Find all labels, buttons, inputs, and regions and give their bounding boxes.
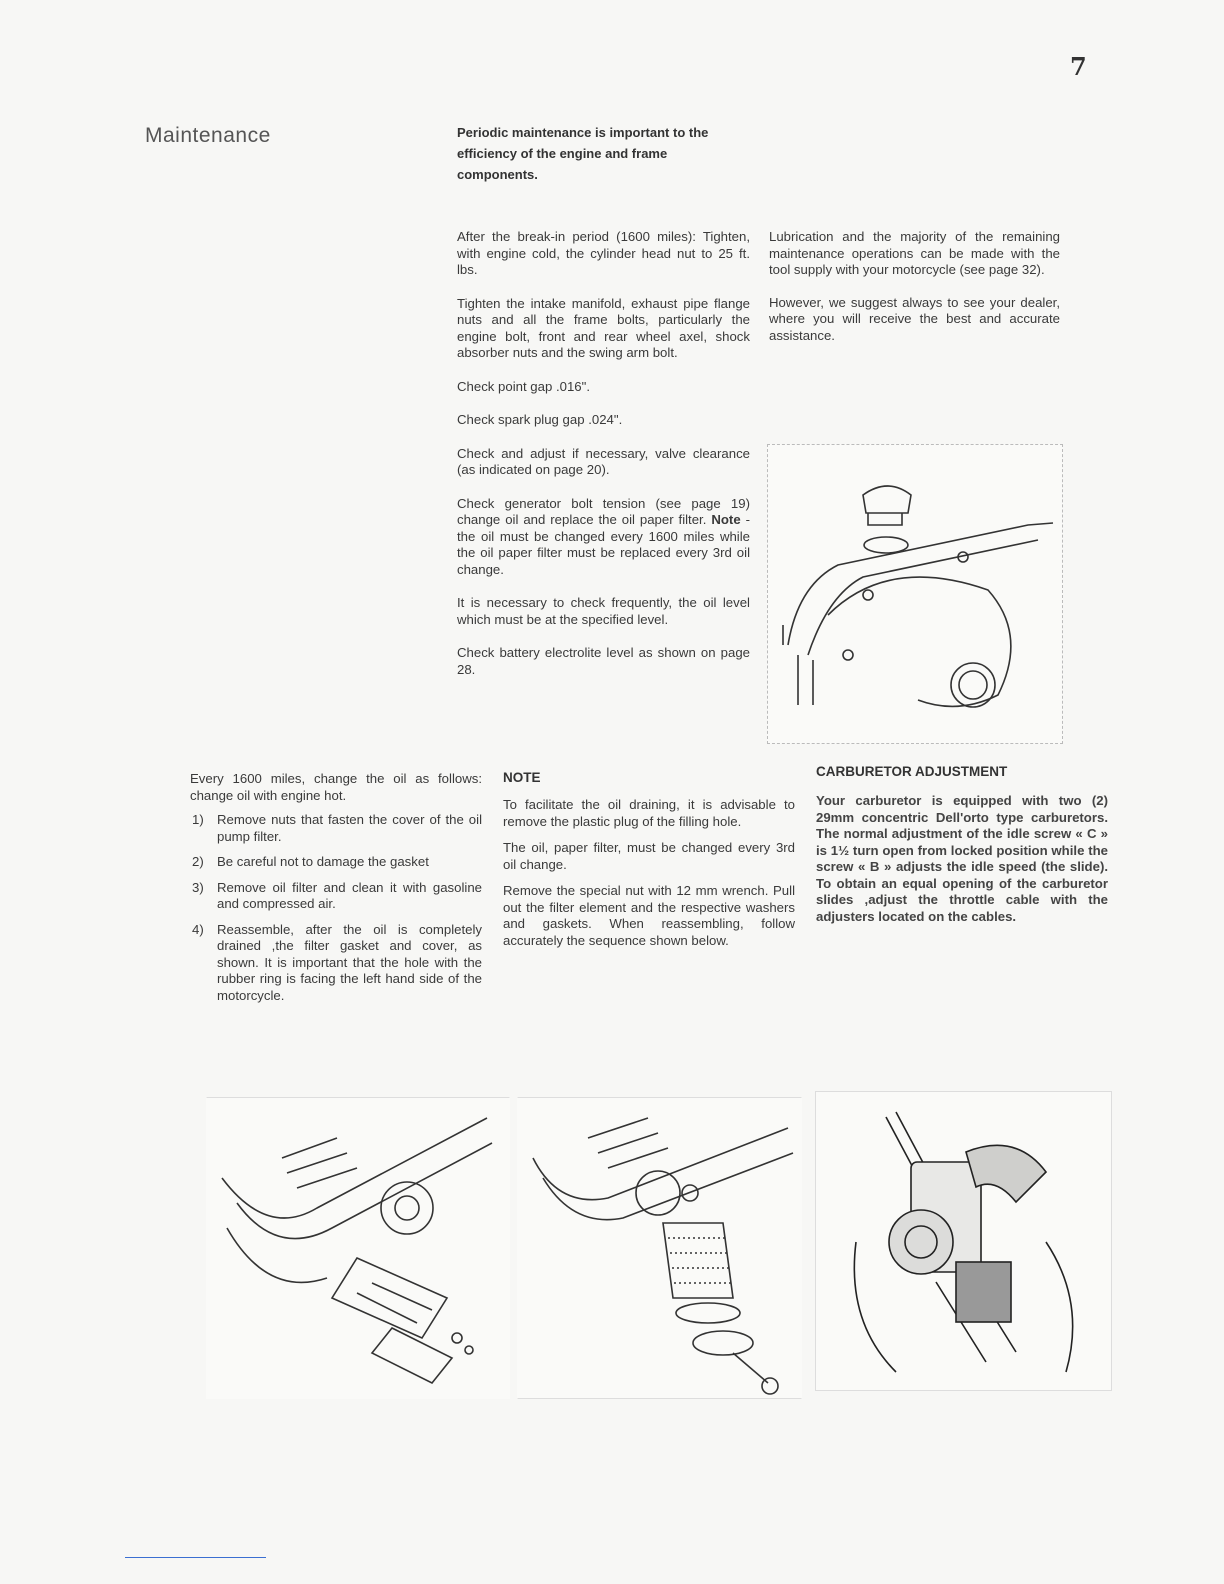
step-text: Remove oil filter and clean it with gasoline and compressed air. — [217, 879, 482, 911]
section-title: Maintenance — [145, 124, 271, 147]
paragraph: Check battery electrolite level as shown on page 28. — [457, 645, 750, 677]
oil-change-steps — [190, 812, 482, 1004]
oil-change-section — [190, 771, 482, 1013]
note-label: Note — [711, 512, 741, 527]
carburetor-section — [816, 764, 1108, 941]
engine-cover-illustration — [767, 444, 1063, 744]
step-number: 3) — [192, 879, 204, 895]
list-item — [190, 812, 482, 845]
carburetor-heading: CARBURETOR ADJUSTMENT — [816, 764, 1008, 779]
paragraph: Remove the special nut with 12 mm wrench. Pull out the filter element and the respective washers and gaskets. When reassembling, follow accurately the sequence shown below. — [503, 883, 795, 948]
list-item — [190, 922, 482, 1005]
paragraph: Lubrication and the majority of the remaining maintenance operations can be made with the tool supply with your motorcycle (see page 32). — [769, 229, 1060, 277]
paragraph: However, we suggest always to see your dealer, where you will receive the best and accurate assistance. — [769, 294, 1060, 343]
list-item — [190, 880, 482, 913]
oil-filter-element-illustration — [517, 1097, 802, 1399]
paragraph: It is necessary to check frequently, the oil level which must be at the specified level. — [457, 595, 750, 627]
step-number: 2) — [192, 854, 204, 869]
maintenance-column-right — [769, 229, 1060, 360]
step-text: Reassemble, after the oil is completely drained ,the filter gasket and cover, as shown. It is important that the hole with the rubber ring is facing the left hand side of the motorcycle. — [217, 921, 482, 1003]
step-text: Be careful not to damage the gasket — [217, 854, 429, 869]
paragraph-with-note — [457, 496, 750, 579]
carburetor-drawing — [816, 1092, 1111, 1390]
page-number: 7 — [1070, 52, 1087, 81]
step-text: Remove nuts that fasten the cover of the oil pump filter. — [217, 812, 482, 844]
intro-paragraph: Periodic maintenance is important to the efficiency of the engine and frame components. — [457, 125, 709, 182]
paragraph-text: Check generator bolt tension (see page 19) change oil and replace the oil paper filter. — [457, 495, 750, 527]
paragraph-text: - the oil must be changed every 1600 miles while the oil paper filter must be replaced every 3rd oil change. — [457, 512, 751, 577]
paragraph: The oil, paper filter, must be changed every 3rd oil change. — [503, 840, 795, 872]
step-number: 4) — [192, 921, 204, 937]
underline-mark — [125, 1557, 266, 1558]
note-section — [503, 770, 795, 965]
carburetor-illustration — [815, 1091, 1112, 1391]
carburetor-text: Your carburetor is equipped with two (2) 29mm concentric Dell'orto type carburetors. The normal adjustment of the idle screw « C » is 1½ turn open from locked position while the screw « B » adjusts the idle speed (the slide). To obtain an equal opening of the carburetor slides ,adjust the throttle cable with the adjusters located on the cables. — [816, 793, 1108, 924]
paragraph: Check spark plug gap .024". — [457, 412, 623, 427]
paragraph: Check and adjust if necessary, valve clearance (as indicated on page 20). — [457, 445, 750, 477]
paragraph: Check point gap .016". — [457, 378, 590, 394]
oil-pump-filter-illustration — [206, 1097, 510, 1399]
paragraph: After the break-in period (1600 miles): Tighten, with engine cold, the cylinder head nut to 25 ft. lbs. — [457, 229, 750, 277]
paragraph: To facilitate the oil draining, it is advisable to remove the plastic plug of the filling hole. — [503, 797, 795, 829]
list-item — [190, 854, 482, 871]
note-heading: NOTE — [503, 770, 541, 785]
oil-change-intro: Every 1600 miles, change the oil as follows: change oil with engine hot. — [190, 771, 482, 803]
oil-filter-element-drawing — [518, 1098, 801, 1398]
maintenance-column-left — [457, 229, 750, 695]
engine-cover-drawing — [768, 445, 1062, 743]
paragraph: Tighten the intake manifold, exhaust pipe flange nuts and all the frame bolts, particularly the engine bolt, front and rear wheel axel, shock absorber nuts and the swing arm bolt. — [457, 295, 750, 360]
oil-pump-filter-drawing — [207, 1098, 509, 1398]
step-number: 1) — [192, 812, 204, 827]
